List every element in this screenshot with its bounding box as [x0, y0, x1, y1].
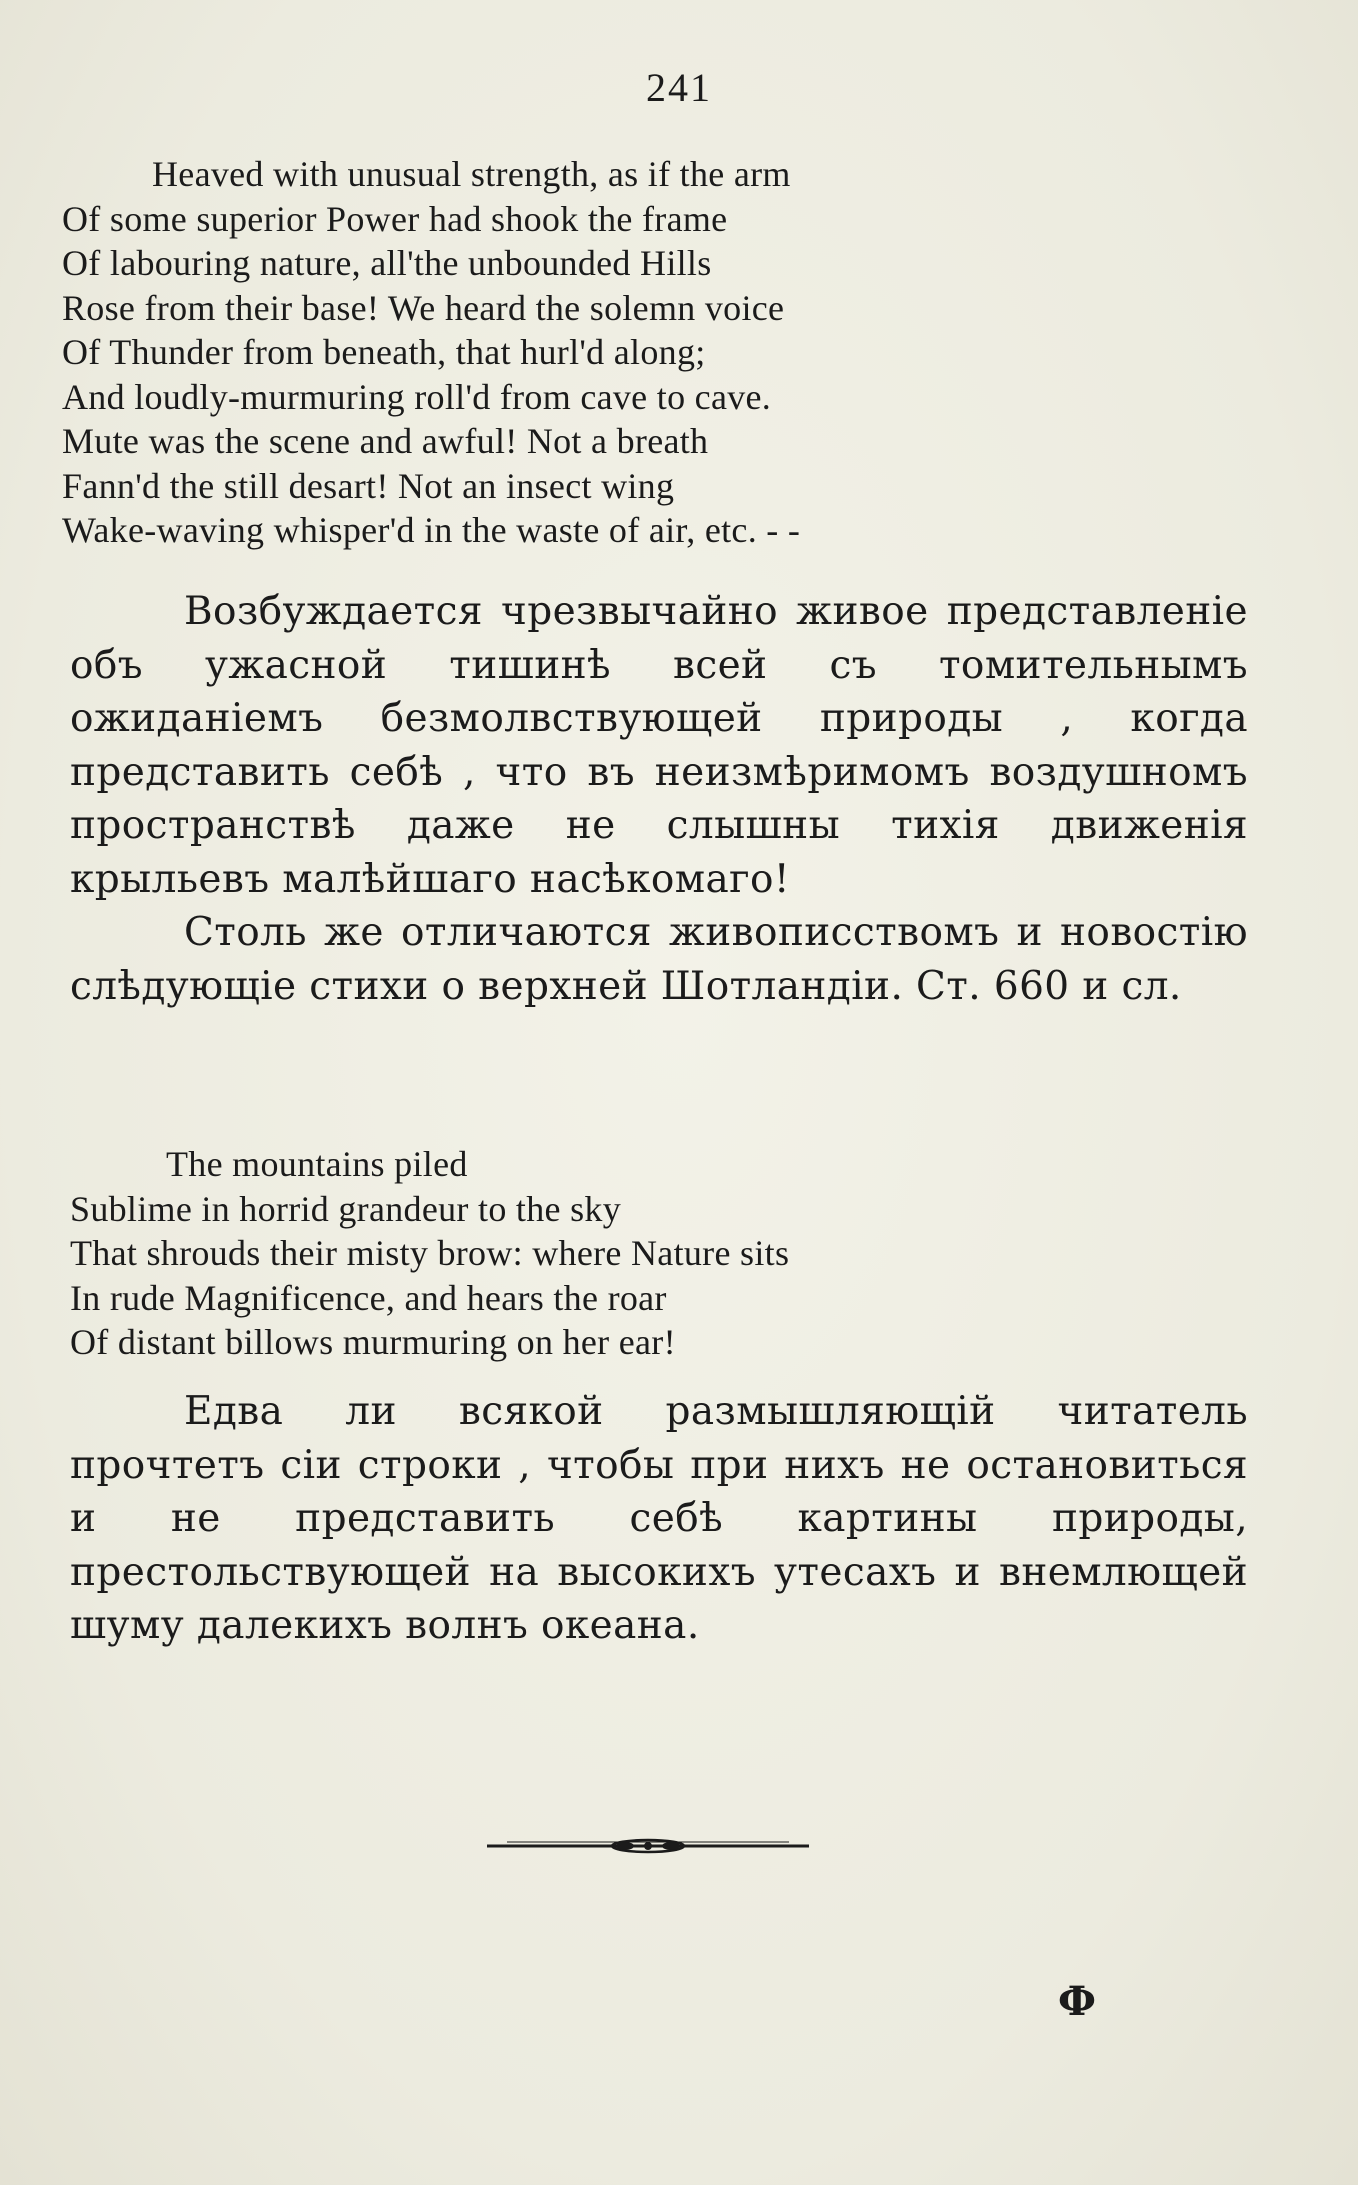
verse-line: Rose from their base! We heard the solemn voice — [62, 287, 785, 328]
catchword: Ф — [1058, 1978, 1096, 2025]
verse-line: Of some superior Power had shook the frame — [62, 198, 728, 239]
paragraph: Возбуждается чрезвычайно живое представленіе объ ужасной тишинѣ всей съ томительнымъ ожиданіемъ безмолвствующей природы , когда представить себѣ , что въ неизмѣримомъ воздушномъ пространствѣ даже не слышны тихія движенія крыльевъ малѣйшаго насѣкомаго! — [70, 589, 1248, 902]
page-number: 241 — [646, 65, 712, 110]
russian-commentary-2 — [70, 1385, 1248, 1653]
verse-line: Fann'd the still desart! Not an insect wing — [62, 465, 675, 506]
paragraph: Столь же отличаются живописствомъ и новостію слѣдующіе стихи о верхней Шотландіи. Ст. 660 и сл. — [70, 910, 1248, 1009]
russian-commentary-1 — [70, 585, 1248, 1013]
verse-line: Mute was the scene and awful! Not a breath — [62, 421, 709, 461]
verse-line: In rude Magnificence, and hears the roar — [70, 1277, 667, 1318]
verse-line: Heaved with unusual strength, as if the arm — [152, 154, 791, 194]
english-verse-quote-1 — [62, 152, 800, 553]
verse-line: Of labouring nature, all'the unbounded Hills — [62, 243, 712, 283]
verse-line: The mountains piled — [166, 1144, 468, 1184]
verse-line: Sublime in horrid grandeur to the sky — [70, 1188, 622, 1229]
verse-line: Of distant billows murmuring on her ear! — [70, 1322, 676, 1362]
paragraph: Едва ли всякой размышляющій читатель прочтетъ сіи строки , чтобы при нихъ не остановиться и не представить себѣ картины природы, престольствующей на высокихъ утесахъ и внемлющей шуму далекихъ волнъ океана. — [70, 1389, 1248, 1648]
english-verse-quote-2 — [70, 1142, 789, 1365]
verse-line: And loudly-murmuring roll'd from cave to cave. — [62, 376, 772, 417]
verse-line: Of Thunder from beneath, that hurl'd along; — [62, 332, 706, 372]
section-divider-ornament — [487, 1834, 809, 1858]
verse-line: That shrouds their misty brow: where Nature sits — [70, 1233, 790, 1273]
verse-line: Wake-waving whisper'd in the waste of air, etc. - - — [62, 510, 801, 550]
